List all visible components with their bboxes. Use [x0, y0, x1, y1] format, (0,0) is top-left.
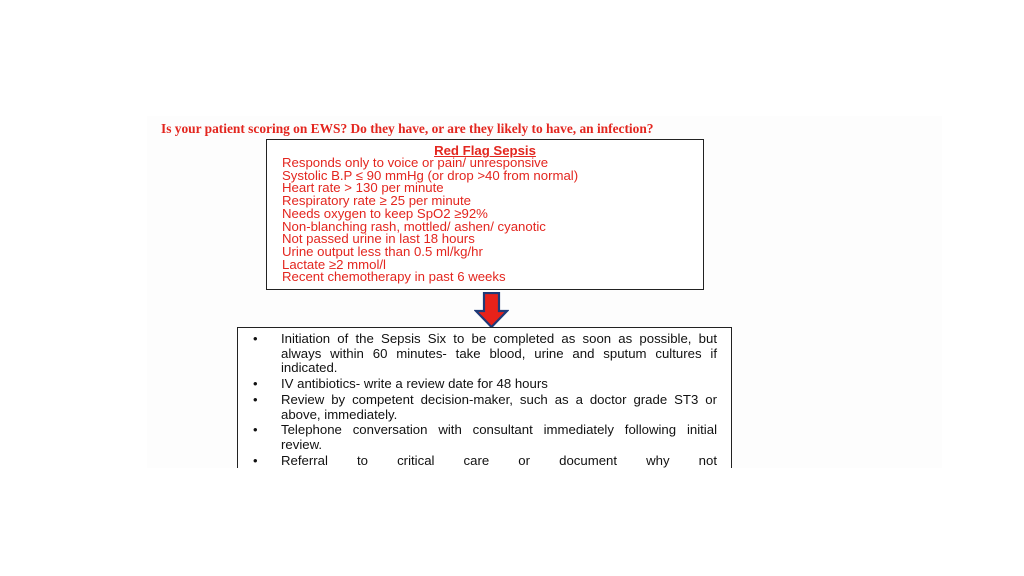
- criteria-item: Responds only to voice or pain/ unresponsive: [282, 155, 549, 170]
- actions-list: [253, 331, 717, 468]
- bullet-icon: •: [253, 376, 258, 392]
- sepsis-actions-box: [237, 327, 732, 468]
- action-item: [253, 452, 717, 468]
- action-item: [253, 391, 717, 422]
- down-arrow-icon: [474, 292, 509, 328]
- red-flag-criteria-list: [282, 157, 578, 284]
- criteria-item: Not passed urine in last 18 hours: [282, 231, 475, 247]
- action-text: Initiation of the Sepsis Six to be completed as soon as possible, but always within 60 minutes- take blood, urine and sputum cultures if indicated.: [281, 331, 717, 376]
- criteria-item: Non-blanching rash, mottled/ ashen/ cyanotic: [282, 218, 546, 234]
- action-item: [253, 331, 717, 376]
- criteria-item: Lactate ≥2 mmol/l: [282, 256, 386, 272]
- slide-image: [147, 116, 942, 468]
- criteria-item: Respiratory rate ≥ 25 per minute: [282, 193, 472, 209]
- slide-heading: Is your patient scoring on EWS? Do they have, or are they likely to have, an infection?: [161, 121, 654, 136]
- down-arrow-shape: [476, 293, 507, 327]
- criteria-item: Needs oxygen to keep SpO2 ≥92%: [282, 205, 488, 221]
- action-item: [253, 422, 717, 452]
- bullet-icon: •: [253, 331, 258, 346]
- criteria-item: Heart rate > 130 per minute: [282, 180, 444, 196]
- action-text: Referral to critical care or document why not: [281, 452, 717, 468]
- bullet-icon: •: [253, 391, 258, 407]
- criteria-item: Recent chemotherapy in past 6 weeks: [282, 269, 506, 285]
- bullet-icon: •: [253, 422, 258, 438]
- action-text: Telephone conversation with consultant immediately following initial review.: [281, 422, 717, 452]
- action-text: IV antibiotics- write a review date for 48 hours: [281, 376, 548, 392]
- criteria-item: Urine output less than 0.5 ml/kg/hr: [282, 243, 483, 259]
- red-flag-sepsis-box: [266, 139, 704, 290]
- action-text: Review by competent decision-maker, such as a doctor grade ST3 or above, immediately.: [281, 391, 717, 422]
- bullet-icon: •: [253, 452, 258, 468]
- red-flag-title: Red Flag Sepsis: [434, 143, 536, 158]
- criteria-item: Systolic B.P ≤ 90 mmHg (or drop >40 from normal): [282, 167, 579, 183]
- action-item: [253, 376, 717, 392]
